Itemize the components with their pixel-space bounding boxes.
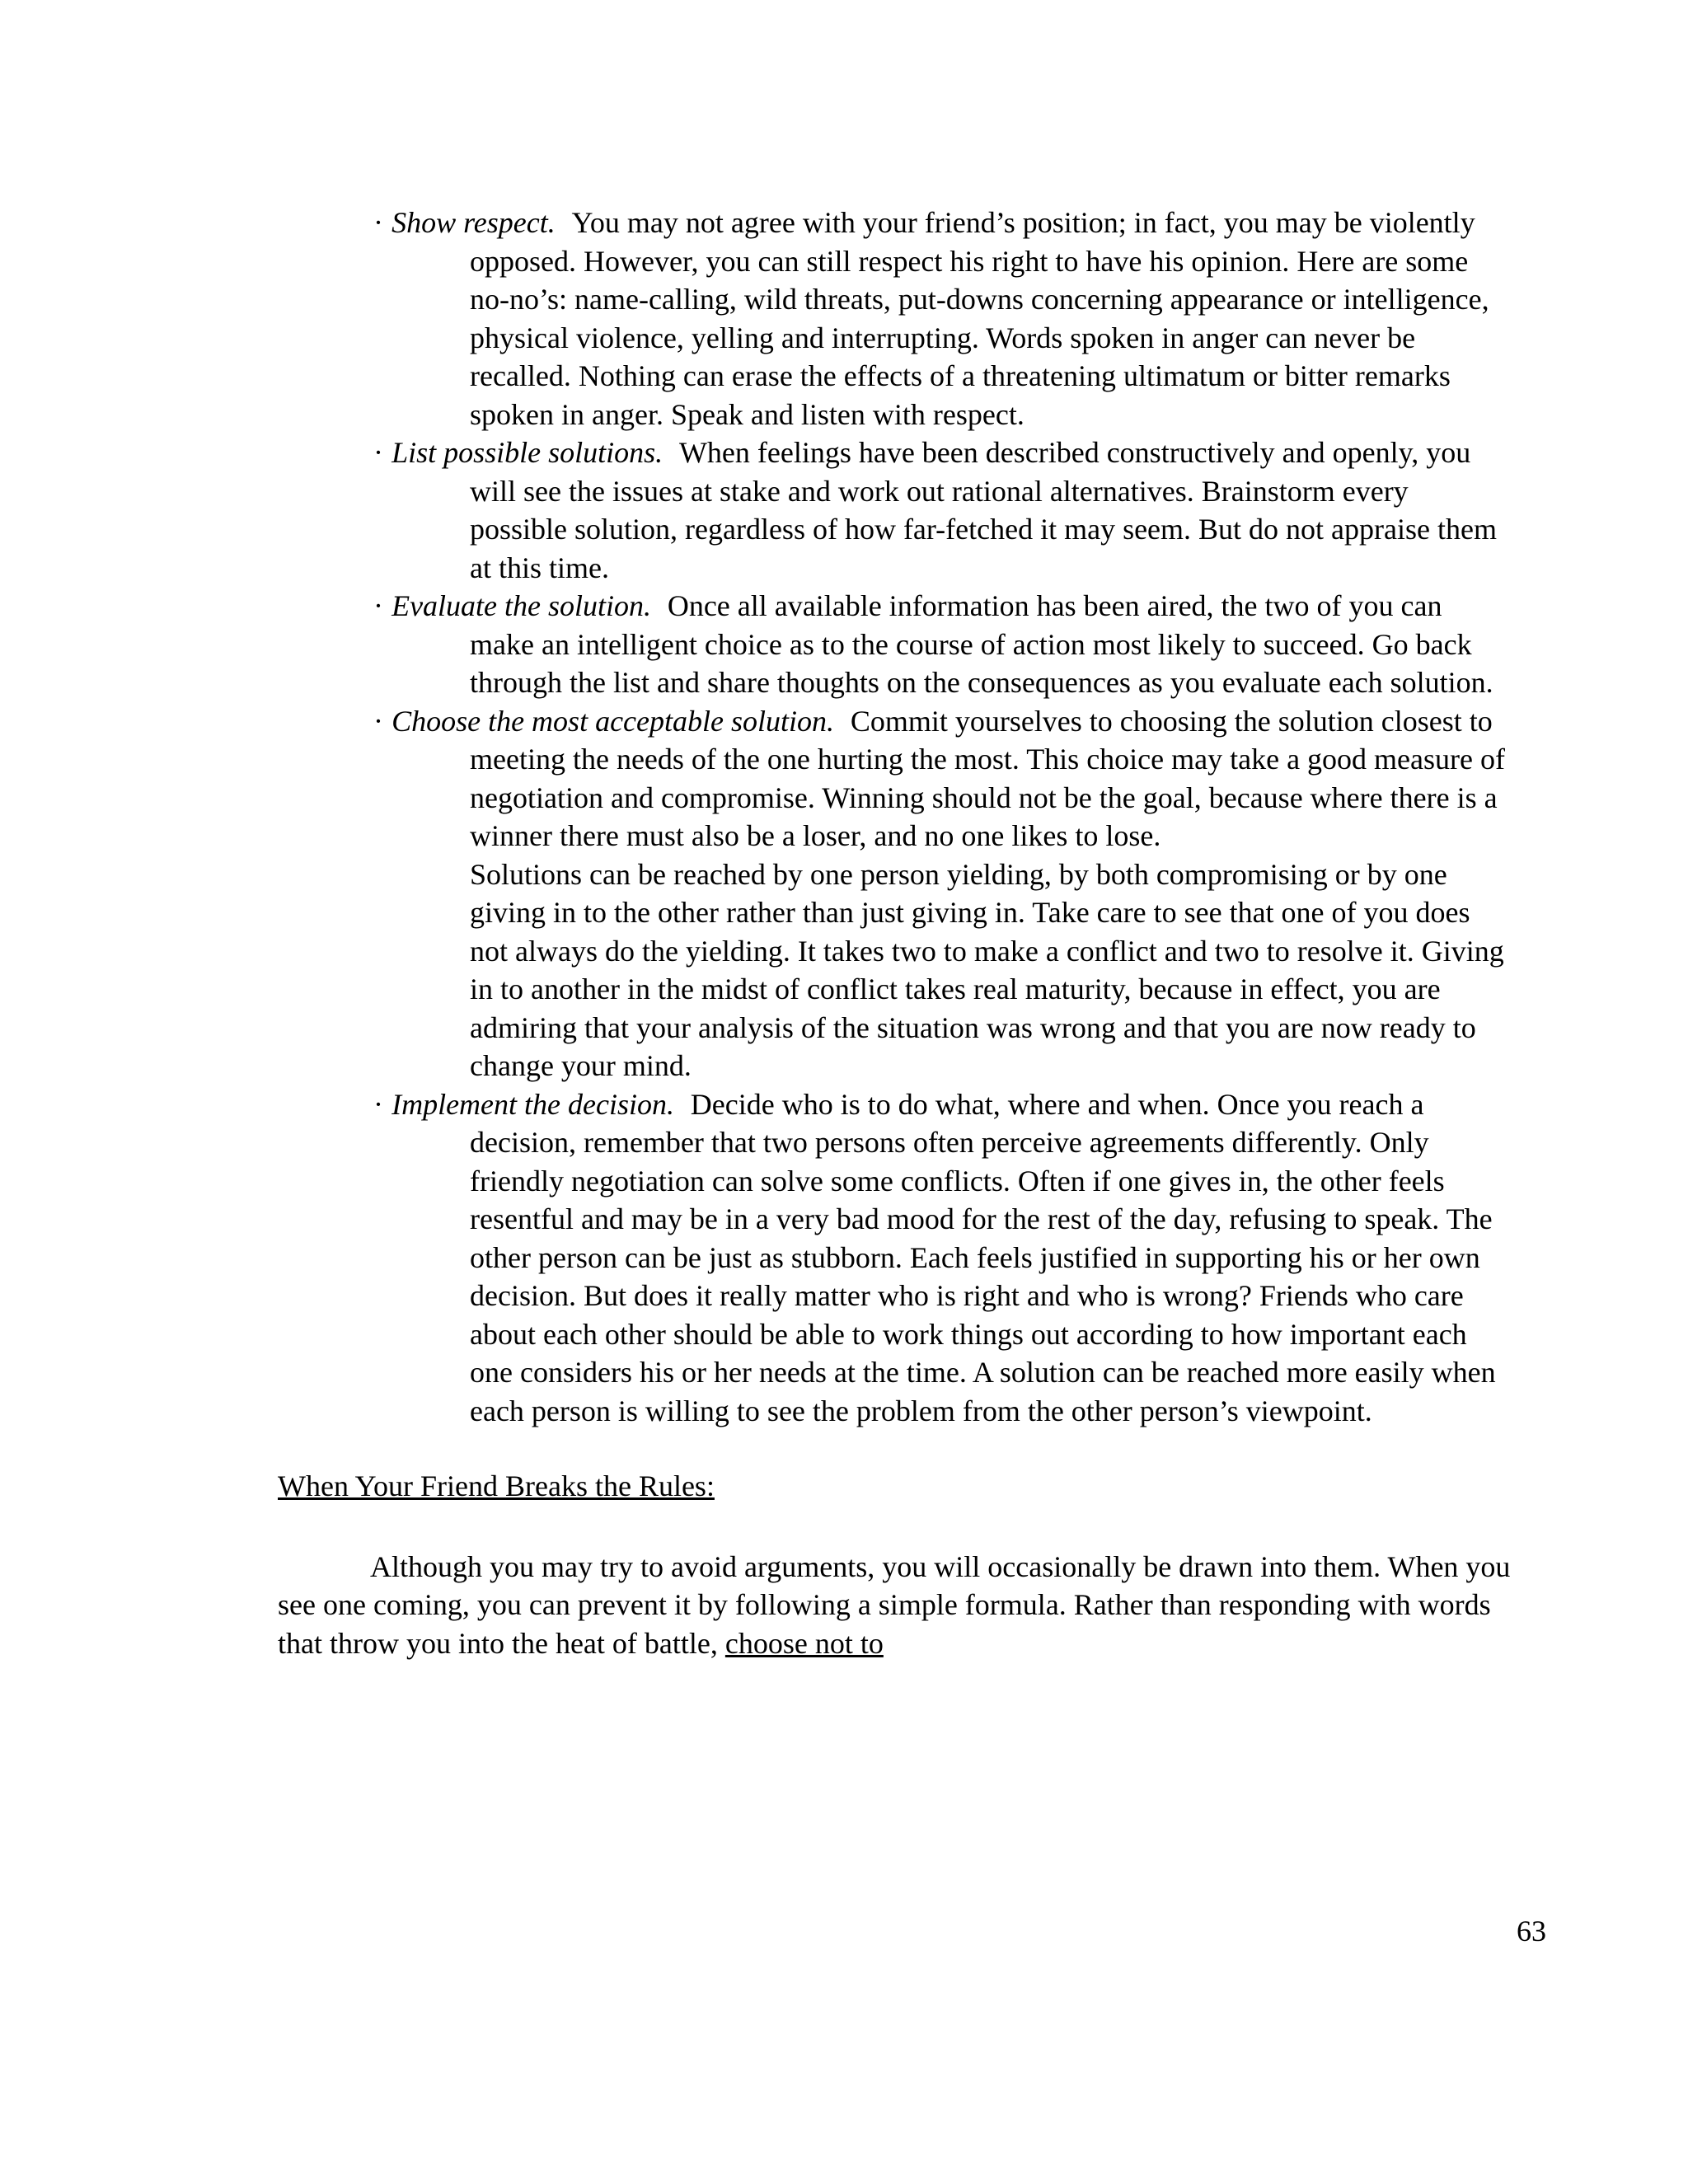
bullet-marker: · [373, 589, 383, 622]
list-item [278, 434, 1511, 587]
bullet-lead: Evaluate the solution. [392, 589, 652, 622]
list-item [278, 1085, 1511, 1431]
section-heading: When Your Friend Breaks the Rules: [278, 1469, 715, 1502]
page-number: 63 [1517, 1915, 1546, 1947]
closing-paragraph [278, 1548, 1511, 1663]
bullet-marker: · [373, 1087, 383, 1121]
bullet-marker: · [373, 436, 383, 469]
bullet-text: You may not agree with your friend’s position; in fact, you may be violently opposed. However, you can still respect his right to have his opinion. Here are some no-no’s: name-calling, wild threats, put-downs concerning appearance or intelligence, physical violence, yelling and interrupting. Words spoken in anger can never be recalled. Nothing can erase the effects of a threatening ultimatum or bitter remarks spoken in anger. Speak and listen with respect. [470, 206, 1489, 431]
list-item [278, 587, 1511, 702]
bullet-marker: · [373, 206, 383, 239]
bullet-text: Decide who is to do what, where and when. Once you reach a decision, remember that two persons often perceive agreements differently. Only friendly negotiation can solve some conflicts. Often if one gives in, the other feels resentful and may be in a very bad mood for the rest of the day, refusing to speak. The other person can be just as stubborn. Each feels justified in supporting his or her own decision. But does it really matter who is right and who is wrong? Friends who care about each other should be able to work things out according to how important each one considers his or her needs at the time. A solution can be reached more easily when each person is willing to see the problem from the other person’s viewpoint. [470, 1087, 1496, 1427]
bullet-marker: · [373, 704, 383, 738]
bullet-continuation-text: Solutions can be reached by one person yielding, by both compromising or by one giving in to the other rather than just giving in. Take care to see that one of you does not always do the yielding. It takes two to make a conflict and two to resolve it. Giving in to another in the midst of conflict takes real maturity, because in effect, you are admiring that your analysis of the situation was wrong and that you are now ready to change your mind. [470, 857, 1504, 1082]
underlined-phrase: choose not to [724, 1626, 884, 1660]
bullet-text: Once all available information has been aired, the two of you can make an intelligent choice as to the course of action most likely to succeed. Go back through the list and share thoughts on the consequences as you evaluate each solution. [470, 589, 1493, 699]
document-page [278, 204, 1511, 1662]
bullet-continuation [278, 855, 1511, 1085]
bullet-text: When feelings have been described constructively and openly, you will see the issues at stake and work out rational alternatives. Brainstorm every possible solution, regardless of how far-fetched it may seem. But do not appraise them at this time. [470, 436, 1497, 584]
bullet-text: Commit yourselves to choosing the solution closest to meeting the needs of the one hurting the most. This choice may take a good measure of negotiation and compromise. Winning should not be the goal, because where there is a winner there must also be a loser, and no one likes to lose. [470, 704, 1505, 852]
bullet-lead: Choose the most acceptable solution. [392, 704, 835, 738]
bullet-list [278, 204, 1511, 1430]
closing-text: Although you may try to avoid arguments, you will occasionally be drawn into them. When you see one coming, you can prevent it by following a simple formula. Rather than responding with words that throw you into the heat of battle, [278, 1549, 1511, 1660]
bullet-lead: Show respect. [392, 206, 556, 239]
list-item [278, 204, 1511, 434]
bullet-lead: List possible solutions. [392, 436, 663, 469]
list-item [278, 702, 1511, 855]
bullet-lead: Implement the decision. [392, 1087, 674, 1121]
